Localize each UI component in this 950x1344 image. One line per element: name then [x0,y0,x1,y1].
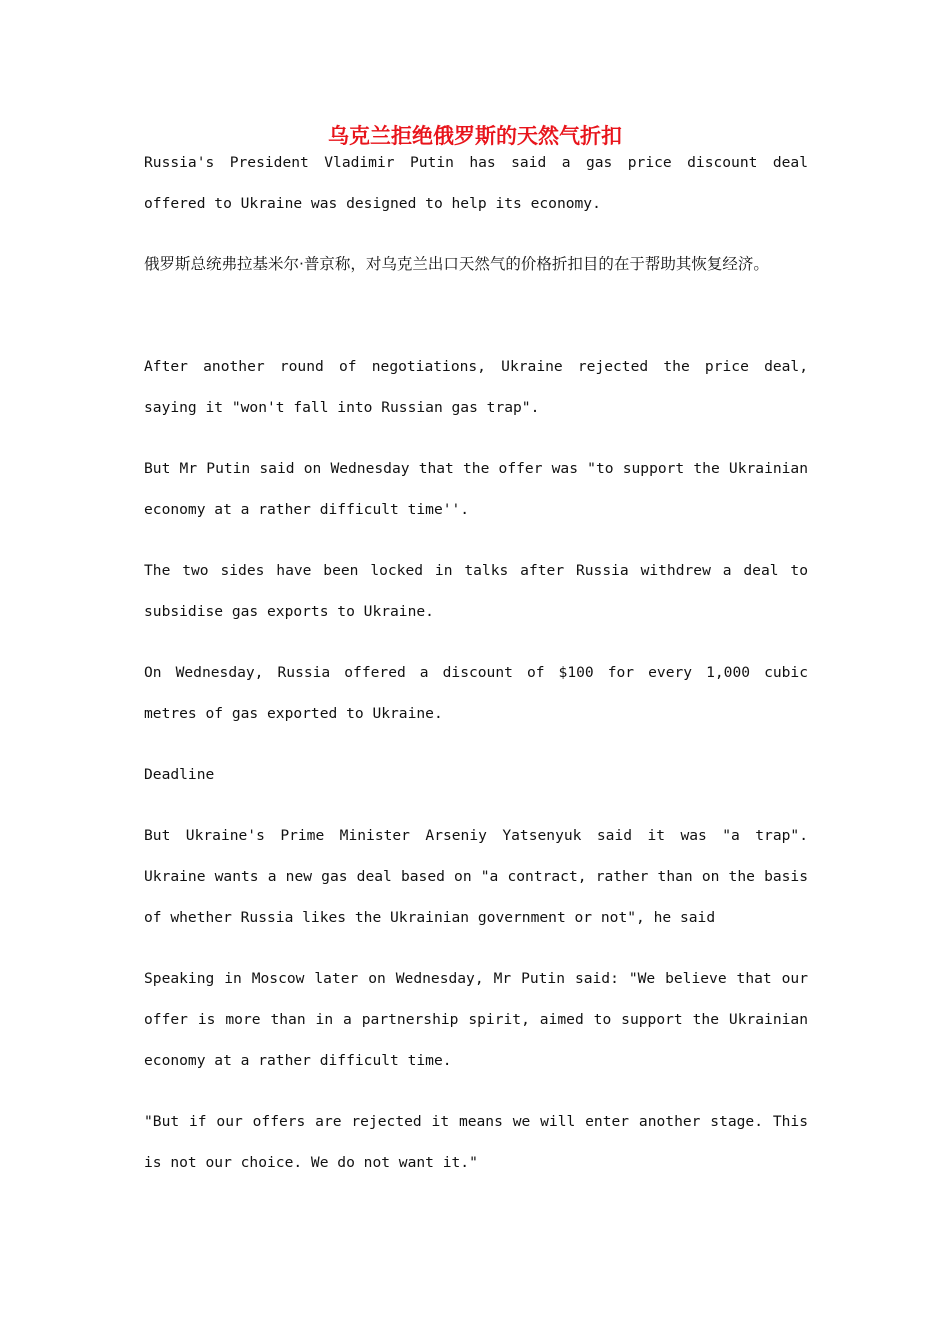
paragraph-2-chinese: 俄罗斯总统弗拉基米尔·普京称，对乌克兰出口天然气的价格折扣目的在于帮助其恢复经济。 [144,255,769,273]
paragraph-8: Speaking in Moscow later on Wednesday, Mr Putin said: "We believe that our offer is more than in a partnership spirit, aimed to support the Ukrainian economy at a rather difficult time. [144,970,817,1069]
paragraph-9: "But if our offers are rejected it means we will enter another stage. This is not our choice. We do not want it." [144,1113,817,1171]
paragraph-7: But Ukraine's Prime Minister Arseniy Yatsenyuk said it was "a trap". Ukraine wants a new gas deal based on "a contract, rather than on the basis of whether Russia likes the Ukrainian government or not", he said [144,827,817,926]
paragraph-3: After another round of negotiations, Ukraine rejected the price deal, saying it "won't fall into Russian gas trap". [144,358,817,416]
paragraph-5: The two sides have been locked in talks after Russia withdrew a deal to subsidise gas exports to Ukraine. [144,562,817,620]
paragraph-4: But Mr Putin said on Wednesday that the offer was "to support the Ukrainian economy at a rather difficult time''. [144,460,817,518]
paragraph-6: On Wednesday, Russia offered a discount of $100 for every 1,000 cubic metres of gas exported to Ukraine. [144,664,817,722]
document-title: 乌克兰拒绝俄罗斯的天然气折扣 [328,124,622,148]
section-heading-deadline: Deadline [144,766,215,783]
paragraph-1: Russia's President Vladimir Putin has said a gas price discount deal offered to Ukraine was designed to help its economy. [144,154,817,212]
